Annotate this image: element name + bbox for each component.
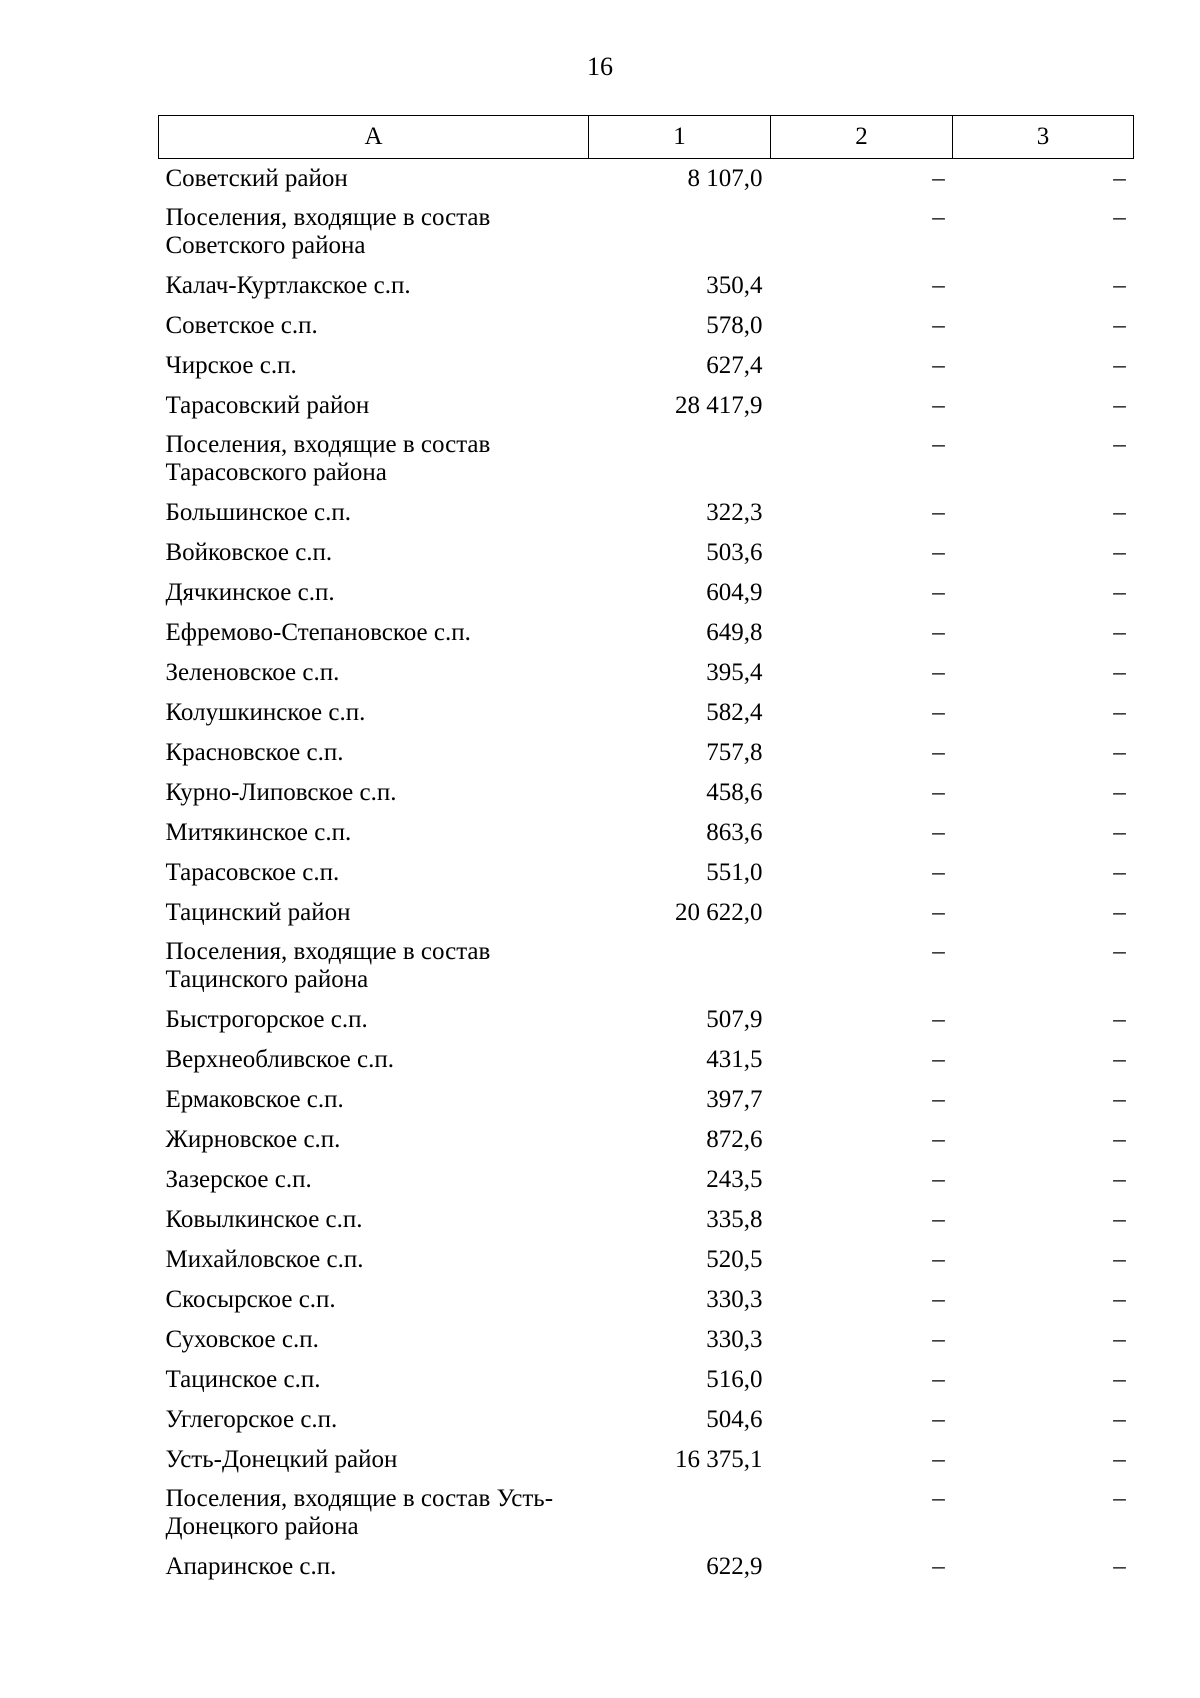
- dash-value: –: [1113, 779, 1126, 806]
- row-value-col-1: 503,6: [706, 539, 763, 566]
- row-name: Колушкинское с.п.: [165, 699, 366, 726]
- row-value-col-2: [771, 733, 953, 773]
- table-row: [159, 1320, 1134, 1360]
- row-value-col-2: [771, 1280, 953, 1320]
- row-value-col-3: [953, 693, 1134, 733]
- row-value-col-2: [771, 1240, 953, 1280]
- table-row: [159, 1120, 1134, 1160]
- row-value-col-1: 243,5: [706, 1166, 763, 1193]
- row-value-col-2: [771, 199, 953, 266]
- row-value-col-3: [953, 493, 1134, 533]
- row-value-col-3: [953, 1360, 1134, 1400]
- row-value-col-3: [953, 1547, 1134, 1587]
- table-row: [159, 199, 1134, 266]
- table-row: [159, 893, 1134, 933]
- row-value-col-3: [953, 1040, 1134, 1080]
- row-name: Углегорское с.п.: [165, 1406, 338, 1433]
- table-row: [159, 813, 1134, 853]
- table-row: [159, 853, 1134, 893]
- dash-value: –: [1113, 1166, 1126, 1193]
- table-row: [159, 773, 1134, 813]
- row-name: Красновское с.п.: [165, 739, 344, 766]
- row-name: Поселения, входящие в состав Тацинского района: [165, 938, 491, 993]
- dash-value: –: [1113, 431, 1126, 458]
- row-name: Войковское с.п.: [165, 539, 333, 566]
- row-value-col-1: 330,3: [706, 1286, 763, 1313]
- table-row: [159, 1160, 1134, 1200]
- row-value-col-2: [771, 1480, 953, 1547]
- dash-value: –: [932, 739, 945, 766]
- row-value-col-2: [771, 933, 953, 1000]
- dash-value: –: [1113, 1406, 1126, 1433]
- row-value-col-1: 578,0: [706, 312, 763, 339]
- row-name: Поселения, входящие в состав Советского района: [165, 204, 491, 259]
- row-value-col-2: [771, 573, 953, 613]
- row-value-col-2: [771, 1547, 953, 1587]
- dash-value: –: [932, 165, 945, 192]
- dash-value: –: [932, 539, 945, 566]
- table-row: [159, 306, 1134, 346]
- table-row: [159, 1440, 1134, 1480]
- row-value-col-2: [771, 1400, 953, 1440]
- row-value-col-2: [771, 386, 953, 426]
- dash-value: –: [932, 392, 945, 419]
- row-value-col-2: [771, 426, 953, 493]
- row-value-col-3: [953, 1120, 1134, 1160]
- row-value-col-1: 458,6: [706, 779, 763, 806]
- dash-value: –: [932, 899, 945, 926]
- row-value-col-2: [771, 1360, 953, 1400]
- row-value-col-2: [771, 773, 953, 813]
- row-value-col-1: 604,9: [706, 579, 763, 606]
- row-name: Апаринское с.п.: [165, 1553, 337, 1580]
- dash-value: –: [932, 1446, 945, 1473]
- table-header: [159, 116, 1134, 159]
- row-name: Ковылкинское с.п.: [165, 1206, 363, 1233]
- table-row: [159, 493, 1134, 533]
- row-value-col-3: [953, 813, 1134, 853]
- table-row: [159, 386, 1134, 426]
- row-name: Скосырское с.п.: [165, 1286, 336, 1313]
- dash-value: –: [932, 1166, 945, 1193]
- dash-value: –: [1113, 1086, 1126, 1113]
- row-name: Чирское с.п.: [165, 352, 297, 379]
- row-value-col-3: [953, 159, 1134, 200]
- row-value-col-2: [771, 1200, 953, 1240]
- row-value-col-3: [953, 733, 1134, 773]
- row-value-col-1: 757,8: [706, 739, 763, 766]
- row-name: Усть-Донецкий район: [165, 1446, 398, 1473]
- row-value-col-3: [953, 306, 1134, 346]
- row-value-col-3: [953, 1160, 1134, 1200]
- dash-value: –: [1113, 1366, 1126, 1393]
- row-value-col-2: [771, 266, 953, 306]
- row-value-col-3: [953, 933, 1134, 1000]
- dash-value: –: [1113, 619, 1126, 646]
- table-body: [159, 159, 1134, 1588]
- row-name: Ермаковское с.п.: [165, 1086, 344, 1113]
- row-name: Тарасовский район: [165, 392, 370, 419]
- dash-value: –: [932, 1485, 945, 1512]
- row-value-col-2: [771, 613, 953, 653]
- row-name: Тарасовское с.п.: [165, 859, 340, 886]
- dash-value: –: [932, 1206, 945, 1233]
- dash-value: –: [932, 659, 945, 686]
- row-value-col-1: 8 107,0: [687, 165, 763, 192]
- dash-value: –: [932, 779, 945, 806]
- row-name: Суховское с.п.: [165, 1326, 319, 1353]
- dash-value: –: [1113, 1446, 1126, 1473]
- row-name: Быстрогорское с.п.: [165, 1006, 368, 1033]
- row-value-col-1: 16 375,1: [675, 1446, 763, 1473]
- row-value-col-3: [953, 613, 1134, 653]
- dash-value: –: [932, 859, 945, 886]
- row-value-col-2: [771, 1440, 953, 1480]
- table-row: [159, 1400, 1134, 1440]
- row-value-col-3: [953, 1400, 1134, 1440]
- row-value-col-3: [953, 773, 1134, 813]
- dash-value: –: [932, 1006, 945, 1033]
- dash-value: –: [1113, 312, 1126, 339]
- row-value-col-1: 335,8: [706, 1206, 763, 1233]
- row-name: Большинское с.п.: [165, 499, 352, 526]
- row-value-col-2: [771, 893, 953, 933]
- row-value-col-3: [953, 1200, 1134, 1240]
- dash-value: –: [932, 1286, 945, 1313]
- dash-value: –: [1113, 819, 1126, 846]
- row-name: Верхнеобливское с.п.: [165, 1046, 394, 1073]
- row-name: Тацинский район: [165, 899, 351, 926]
- row-value-col-1: 397,7: [706, 1086, 763, 1113]
- header-col-2: 2: [771, 116, 953, 159]
- dash-value: –: [1113, 1286, 1126, 1313]
- row-value-col-1: 872,6: [706, 1126, 763, 1153]
- row-value-col-1: 322,3: [706, 499, 763, 526]
- row-value-col-2: [771, 1000, 953, 1040]
- row-name: Калач-Куртлакское с.п.: [165, 272, 411, 299]
- page-number: 16: [587, 52, 613, 81]
- dash-value: –: [1113, 859, 1126, 886]
- row-name: Жирновское с.п.: [165, 1126, 341, 1153]
- dash-value: –: [1113, 1126, 1126, 1153]
- row-value-col-1: [589, 426, 771, 493]
- dash-value: –: [1113, 1206, 1126, 1233]
- dash-value: –: [932, 619, 945, 646]
- dash-value: –: [1113, 659, 1126, 686]
- table-row: [159, 613, 1134, 653]
- row-value-col-2: [771, 306, 953, 346]
- table-row: [159, 1200, 1134, 1240]
- header-col-3: 3: [953, 116, 1134, 159]
- table-row: [159, 159, 1134, 200]
- header-col-a: А: [159, 116, 589, 159]
- table-row: [159, 1240, 1134, 1280]
- dash-value: –: [1113, 1046, 1126, 1073]
- dash-value: –: [1113, 699, 1126, 726]
- row-value-col-2: [771, 653, 953, 693]
- row-value-col-1: [589, 1480, 771, 1547]
- row-name: Ефремово-Степановское с.п.: [165, 619, 471, 646]
- table-row: [159, 1547, 1134, 1587]
- table-row: [159, 933, 1134, 1000]
- dash-value: –: [932, 1553, 945, 1580]
- row-value-col-2: [771, 159, 953, 200]
- row-value-col-3: [953, 346, 1134, 386]
- row-value-col-2: [771, 1320, 953, 1360]
- dash-value: –: [932, 1246, 945, 1273]
- row-value-col-1: 395,4: [706, 659, 763, 686]
- row-value-col-1: 20 622,0: [675, 899, 763, 926]
- table-row: [159, 1280, 1134, 1320]
- row-name: Зеленовское с.п.: [165, 659, 340, 686]
- row-value-col-3: [953, 533, 1134, 573]
- table-row: [159, 1000, 1134, 1040]
- row-value-col-1: 28 417,9: [675, 392, 763, 419]
- dash-value: –: [1113, 392, 1126, 419]
- row-value-col-1: 551,0: [706, 859, 763, 886]
- table-row: [159, 426, 1134, 493]
- dash-value: –: [932, 819, 945, 846]
- row-value-col-2: [771, 1040, 953, 1080]
- row-value-col-3: [953, 1280, 1134, 1320]
- table-row: [159, 573, 1134, 613]
- dash-value: –: [932, 938, 945, 965]
- dash-value: –: [932, 1126, 945, 1153]
- dash-value: –: [932, 579, 945, 606]
- dash-value: –: [1113, 352, 1126, 379]
- table-row: [159, 1360, 1134, 1400]
- row-name: Советское с.п.: [165, 312, 318, 339]
- row-value-col-1: 863,6: [706, 819, 763, 846]
- dash-value: –: [1113, 165, 1126, 192]
- row-value-col-1: [589, 199, 771, 266]
- row-value-col-2: [771, 1080, 953, 1120]
- dash-value: –: [932, 1046, 945, 1073]
- row-value-col-3: [953, 266, 1134, 306]
- row-value-col-3: [953, 1480, 1134, 1547]
- row-value-col-2: [771, 1160, 953, 1200]
- dash-value: –: [1113, 204, 1126, 231]
- row-value-col-3: [953, 893, 1134, 933]
- header-col-1: 1: [589, 116, 771, 159]
- dash-value: –: [1113, 539, 1126, 566]
- header-row: [159, 116, 1134, 159]
- row-value-col-2: [771, 693, 953, 733]
- row-value-col-1: 516,0: [706, 1366, 763, 1393]
- table-row: [159, 733, 1134, 773]
- dash-value: –: [932, 272, 945, 299]
- row-value-col-3: [953, 426, 1134, 493]
- table-row: [159, 533, 1134, 573]
- row-value-col-2: [771, 1120, 953, 1160]
- row-value-col-3: [953, 1000, 1134, 1040]
- dash-value: –: [932, 352, 945, 379]
- dash-value: –: [1113, 1485, 1126, 1512]
- row-value-col-3: [953, 853, 1134, 893]
- row-value-col-3: [953, 386, 1134, 426]
- dash-value: –: [1113, 899, 1126, 926]
- table-row: [159, 1040, 1134, 1080]
- row-value-col-3: [953, 1320, 1134, 1360]
- row-value-col-2: [771, 853, 953, 893]
- row-name: Поселения, входящие в состав Усть-Донецкого района: [165, 1485, 554, 1540]
- dash-value: –: [932, 499, 945, 526]
- row-value-col-2: [771, 493, 953, 533]
- row-value-col-3: [953, 653, 1134, 693]
- row-value-col-1: 504,6: [706, 1406, 763, 1433]
- row-value-col-2: [771, 346, 953, 386]
- row-name: Митякинское с.п.: [165, 819, 352, 846]
- table-row: [159, 653, 1134, 693]
- row-name: Тацинское с.п.: [165, 1366, 321, 1393]
- dash-value: –: [1113, 499, 1126, 526]
- budget-table: [158, 115, 1134, 1587]
- table-row: [159, 346, 1134, 386]
- row-value-col-1: [589, 933, 771, 1000]
- dash-value: –: [932, 699, 945, 726]
- dash-value: –: [932, 1086, 945, 1113]
- row-value-col-1: 330,3: [706, 1326, 763, 1353]
- row-value-col-2: [771, 533, 953, 573]
- row-value-col-3: [953, 573, 1134, 613]
- table-row: [159, 1480, 1134, 1547]
- dash-value: –: [932, 312, 945, 339]
- row-value-col-1: 622,9: [706, 1553, 763, 1580]
- dash-value: –: [1113, 1326, 1126, 1353]
- dash-value: –: [1113, 938, 1126, 965]
- dash-value: –: [932, 431, 945, 458]
- dash-value: –: [932, 1406, 945, 1433]
- row-value-col-3: [953, 1080, 1134, 1120]
- table-row: [159, 266, 1134, 306]
- row-value-col-3: [953, 1240, 1134, 1280]
- row-name: Дячкинское с.п.: [165, 579, 335, 606]
- row-value-col-3: [953, 199, 1134, 266]
- row-value-col-1: 431,5: [706, 1046, 763, 1073]
- dash-value: –: [1113, 1246, 1126, 1273]
- dash-value: –: [932, 1366, 945, 1393]
- row-value-col-1: 649,8: [706, 619, 763, 646]
- dash-value: –: [1113, 1553, 1126, 1580]
- row-name: Советский район: [165, 165, 348, 192]
- dash-value: –: [1113, 272, 1126, 299]
- dash-value: –: [932, 1326, 945, 1353]
- row-value-col-1: 350,4: [706, 272, 763, 299]
- row-value-col-3: [953, 1440, 1134, 1480]
- dash-value: –: [1113, 579, 1126, 606]
- row-value-col-1: 582,4: [706, 699, 763, 726]
- row-name: Поселения, входящие в состав Тарасовского района: [165, 431, 491, 486]
- row-value-col-1: 520,5: [706, 1246, 763, 1273]
- dash-value: –: [932, 204, 945, 231]
- row-value-col-1: 507,9: [706, 1006, 763, 1033]
- dash-value: –: [1113, 739, 1126, 766]
- row-value-col-2: [771, 813, 953, 853]
- row-name: Курно-Липовское с.п.: [165, 779, 397, 806]
- table-row: [159, 693, 1134, 733]
- row-value-col-1: 627,4: [706, 352, 763, 379]
- dash-value: –: [1113, 1006, 1126, 1033]
- row-name: Зазерское с.п.: [165, 1166, 312, 1193]
- row-name: Михайловское с.п.: [165, 1246, 364, 1273]
- table-row: [159, 1080, 1134, 1120]
